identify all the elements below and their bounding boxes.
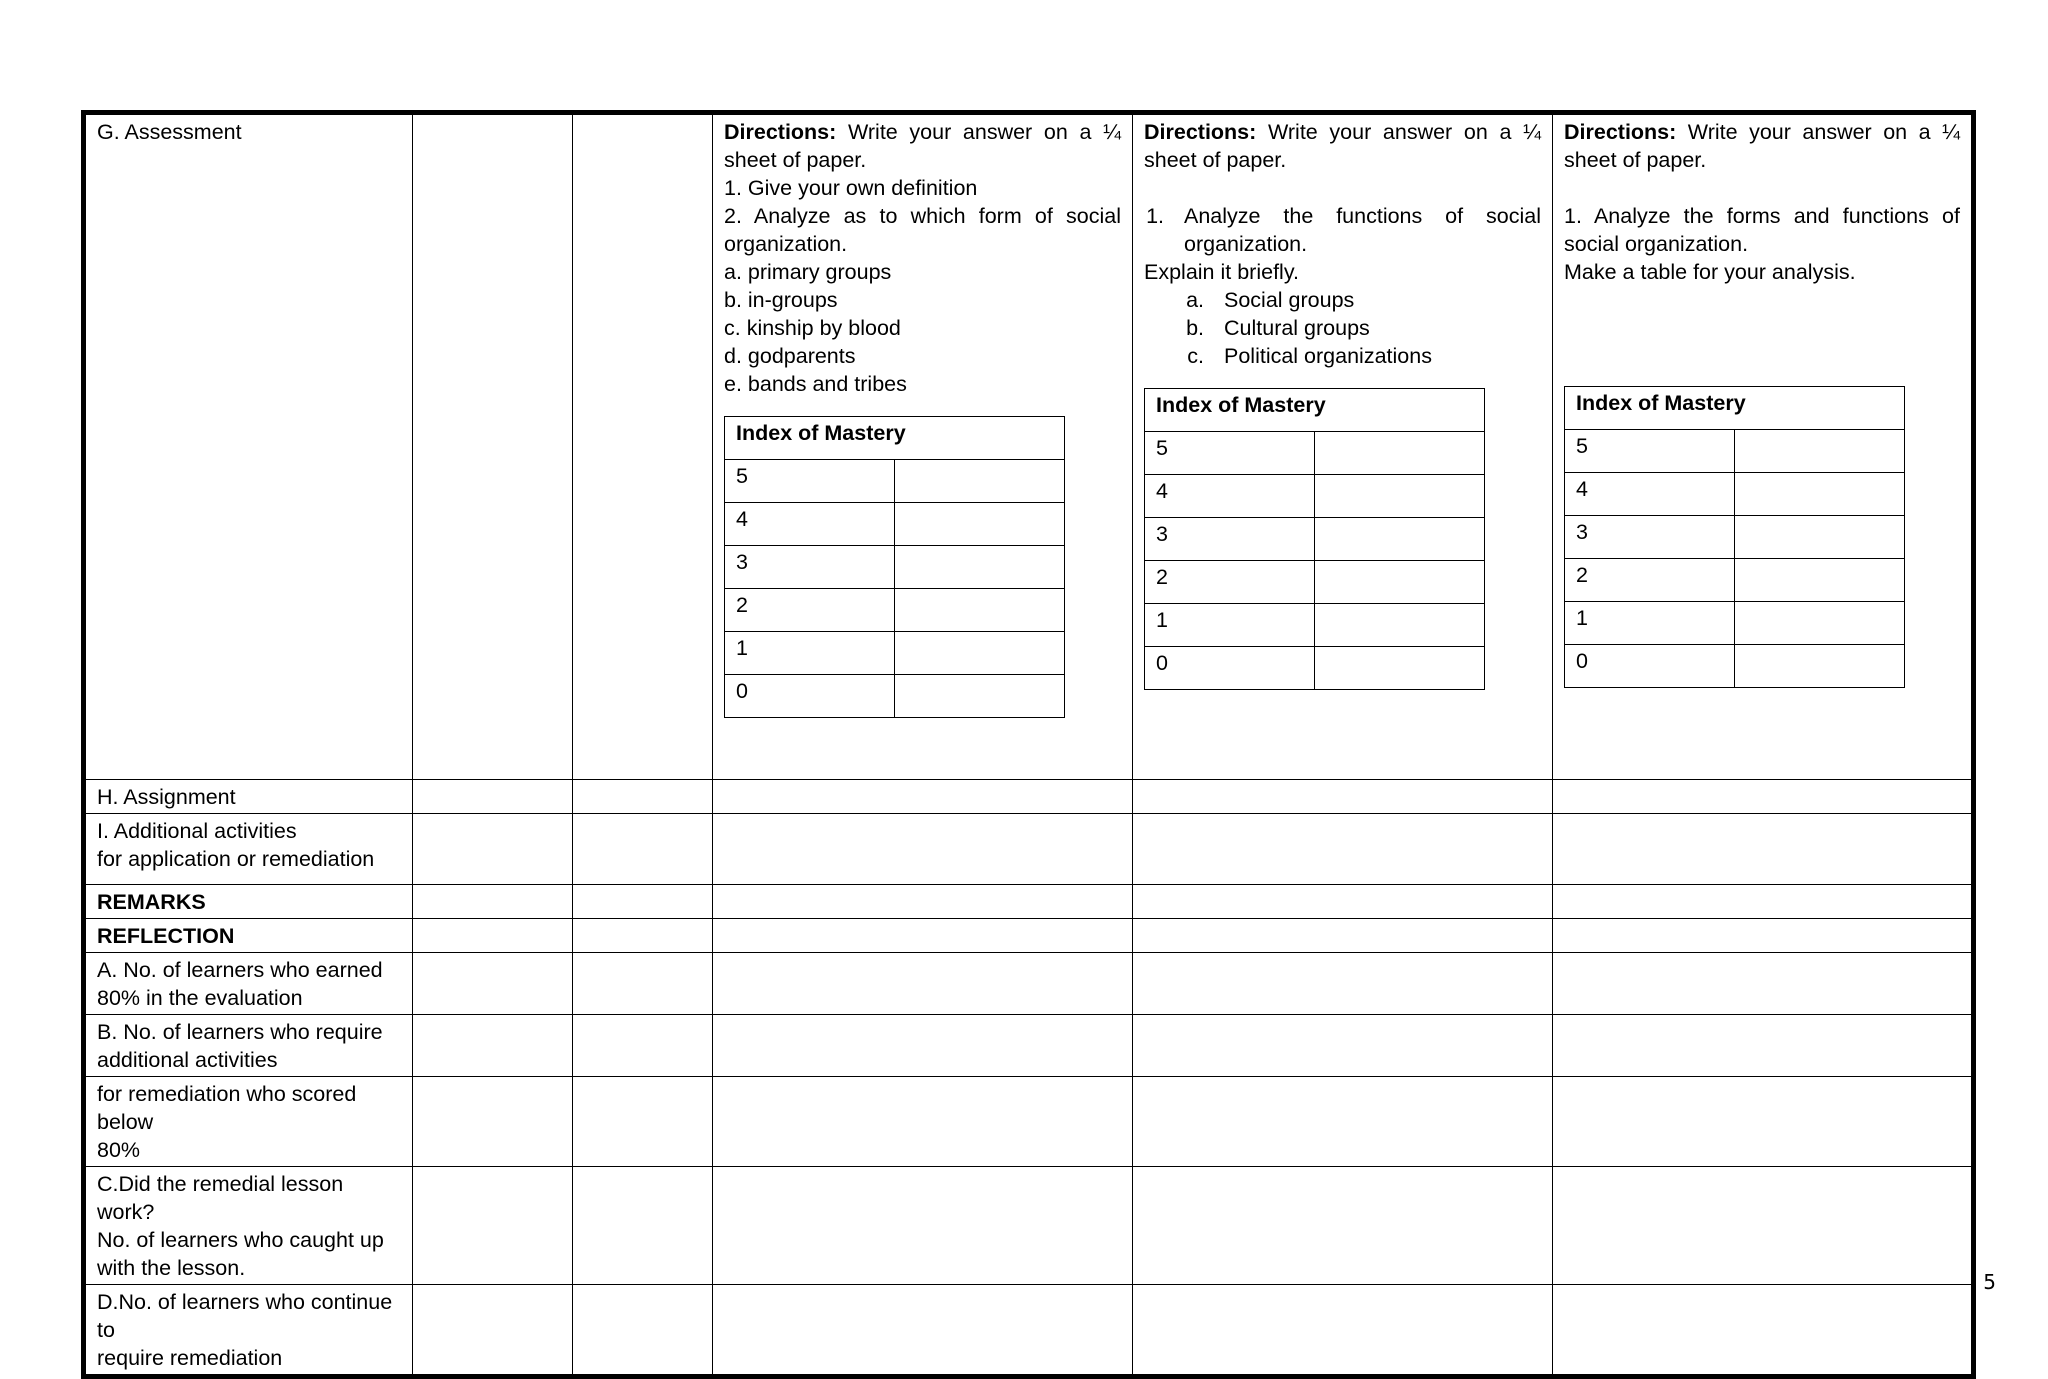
assessment-monday-cell [713,113,1133,780]
reflection-d-label: D.No. of learners who continue to require remediation [84,1285,413,1377]
index-of-mastery-table [724,416,1065,718]
subitem: d. godparents [724,344,856,368]
remarks-label: REMARKS [84,885,413,919]
directions: Directions: Write your answer on a ¼ sheet of paper. [724,120,1121,172]
subitem: e. bands and tribes [724,372,907,396]
assessment-wednesday-cell [1553,113,1974,780]
mastery-blank [895,589,1065,632]
mastery-blank [1735,559,1905,602]
reflection-b-label: B. No. of learners who require additional activities [84,1015,413,1077]
index-of-mastery-table [1144,388,1485,690]
additional-activities-row [84,814,1974,885]
mastery-score: 4 [1565,473,1735,516]
mastery-blank [895,503,1065,546]
reflection-b-row [84,1015,1974,1077]
explain-text: Explain it briefly. [1144,260,1299,284]
mastery-score: 1 [1565,602,1735,645]
item-2: 2. Analyze as to which form of social organization. [724,204,1121,256]
mastery-score: 5 [725,460,895,503]
mastery-blank [895,460,1065,503]
mastery-header: Index of Mastery [1565,387,1905,430]
mastery-score: 1 [1145,604,1315,647]
item-2: Make a table for your analysis. [1564,260,1856,284]
mastery-blank [1315,604,1485,647]
mastery-blank [1735,516,1905,559]
mastery-blank [1315,432,1485,475]
page-number: 5 [1983,1270,1996,1294]
directions: Directions: Write your answer on a ¼ sheet of paper. [1564,120,1960,172]
assignment-row [84,780,1974,814]
mastery-score: 5 [1145,432,1315,475]
mastery-header: Index of Mastery [725,417,1065,460]
reflection-c-label: C.Did the remedial lesson work? No. of learners who caught up with the lesson. [84,1167,413,1285]
mastery-score: 1 [725,632,895,675]
mastery-score: 3 [1565,516,1735,559]
mastery-blank [1735,430,1905,473]
subitem: b. Cultural groups [1186,316,1370,340]
reflection-c-row [84,1167,1974,1285]
mastery-header: Index of Mastery [1145,389,1485,432]
subitem: c. kinship by blood [724,316,901,340]
subitem: b. in-groups [724,288,838,312]
remarks-row [84,885,1974,919]
reflection-a-label: A. No. of learners who earned 80% in the evaluation [84,953,413,1015]
mastery-score: 0 [1145,647,1315,690]
mastery-score: 4 [725,503,895,546]
subitem: c. Political organizations [1187,344,1432,368]
subitem-list [1144,286,1541,370]
mastery-score: 5 [1565,430,1735,473]
reflection-row [84,919,1974,953]
directions: Directions: Write your answer on a ¼ sheet of paper. [1144,120,1541,172]
mastery-score: 2 [725,589,895,632]
mastery-score: 4 [1145,475,1315,518]
additional-activities-label: I. Additional activities for application or remediation [84,814,413,885]
reflection-b2-row [84,1077,1974,1167]
reflection-b2-label: for remediation who scored below 80% [84,1077,413,1167]
item-1: 1. Analyze the functions of social organization. [1146,204,1541,256]
mastery-score: 3 [725,546,895,589]
mastery-blank [1315,475,1485,518]
subitem: a. Social groups [1186,288,1355,312]
subitem: a. primary groups [724,260,892,284]
mastery-blank [1735,602,1905,645]
assessment-tuesday-cell [1133,113,1553,780]
mastery-blank [1315,518,1485,561]
reflection-a-row [84,953,1974,1015]
reflection-d-row [84,1285,1974,1377]
empty-cell [413,113,573,780]
lesson-log-table [81,110,1976,1379]
mastery-blank [895,546,1065,589]
mastery-blank [1735,473,1905,516]
empty-cell [573,113,713,780]
item-1: 1. Give your own definition [724,176,978,200]
mastery-blank [895,675,1065,718]
reflection-label: REFLECTION [84,919,413,953]
mastery-score: 2 [1145,561,1315,604]
mastery-blank [1315,561,1485,604]
item-1: 1. Analyze the forms and functions of social organization. [1564,204,1960,256]
mastery-blank [895,632,1065,675]
mastery-blank [1315,647,1485,690]
mastery-score: 3 [1145,518,1315,561]
mastery-blank [1735,645,1905,688]
assessment-row [84,113,1974,780]
mastery-score: 0 [1565,645,1735,688]
mastery-score: 2 [1565,559,1735,602]
assessment-label: G. Assessment [84,113,413,780]
mastery-score: 0 [725,675,895,718]
index-of-mastery-table [1564,386,1905,688]
assignment-label: H. Assignment [84,780,413,814]
